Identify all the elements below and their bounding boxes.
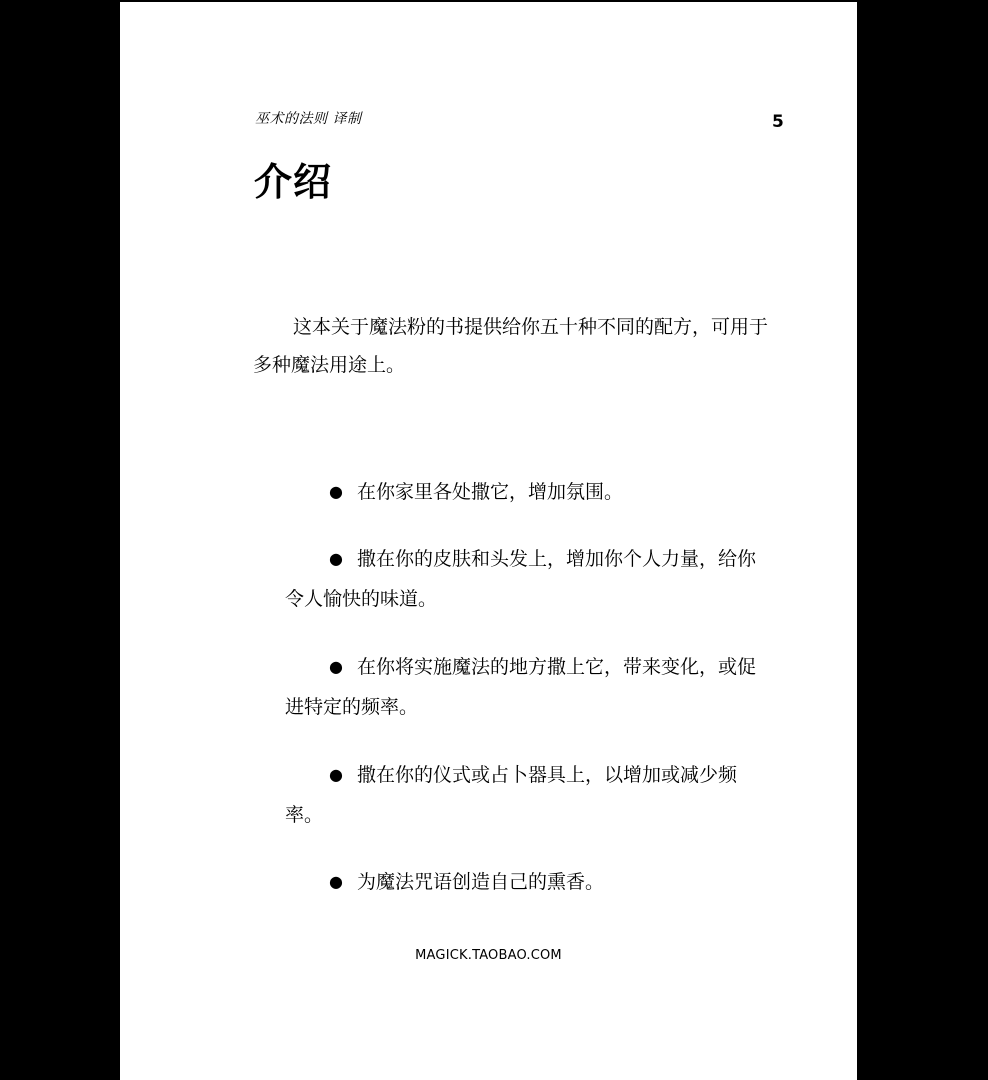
bullet-icon: ● [329,872,343,891]
list-item-text: 在你将实施魔法的地方撒上它，带来变化，或促进特定的频率。 [285,656,756,718]
intro-paragraph: 这本关于魔法粉的书提供给你五十种不同的配方，可用于多种魔法用途上。 [253,316,769,376]
list-item-text: 在你家里各处撒它，增加氛围。 [356,481,623,503]
page-number: 5 [772,112,784,132]
list-item [285,472,760,512]
book-page [120,2,857,1080]
chapter-title: 介绍 [254,160,333,204]
list-item-text: 撒在你的仪式或占卜器具上，以增加或减少频率。 [285,764,737,826]
list-item [285,539,760,619]
running-header: 巫术的法则 译制 [255,111,362,127]
bullet-icon: ● [329,549,343,568]
list-item [285,862,760,902]
bullet-icon: ● [329,765,343,784]
bullet-icon: ● [329,657,343,676]
list-item-text: 撒在你的皮肤和头发上，增加你个人力量，给你令人愉快的味道。 [285,548,756,610]
footer-url: MAGICK.TAOBAO.COM [415,948,562,963]
bullet-icon: ● [329,482,343,501]
list-item [285,755,760,835]
list-item-text: 为魔法咒语创造自己的熏香。 [356,871,604,893]
list-item [285,647,760,727]
